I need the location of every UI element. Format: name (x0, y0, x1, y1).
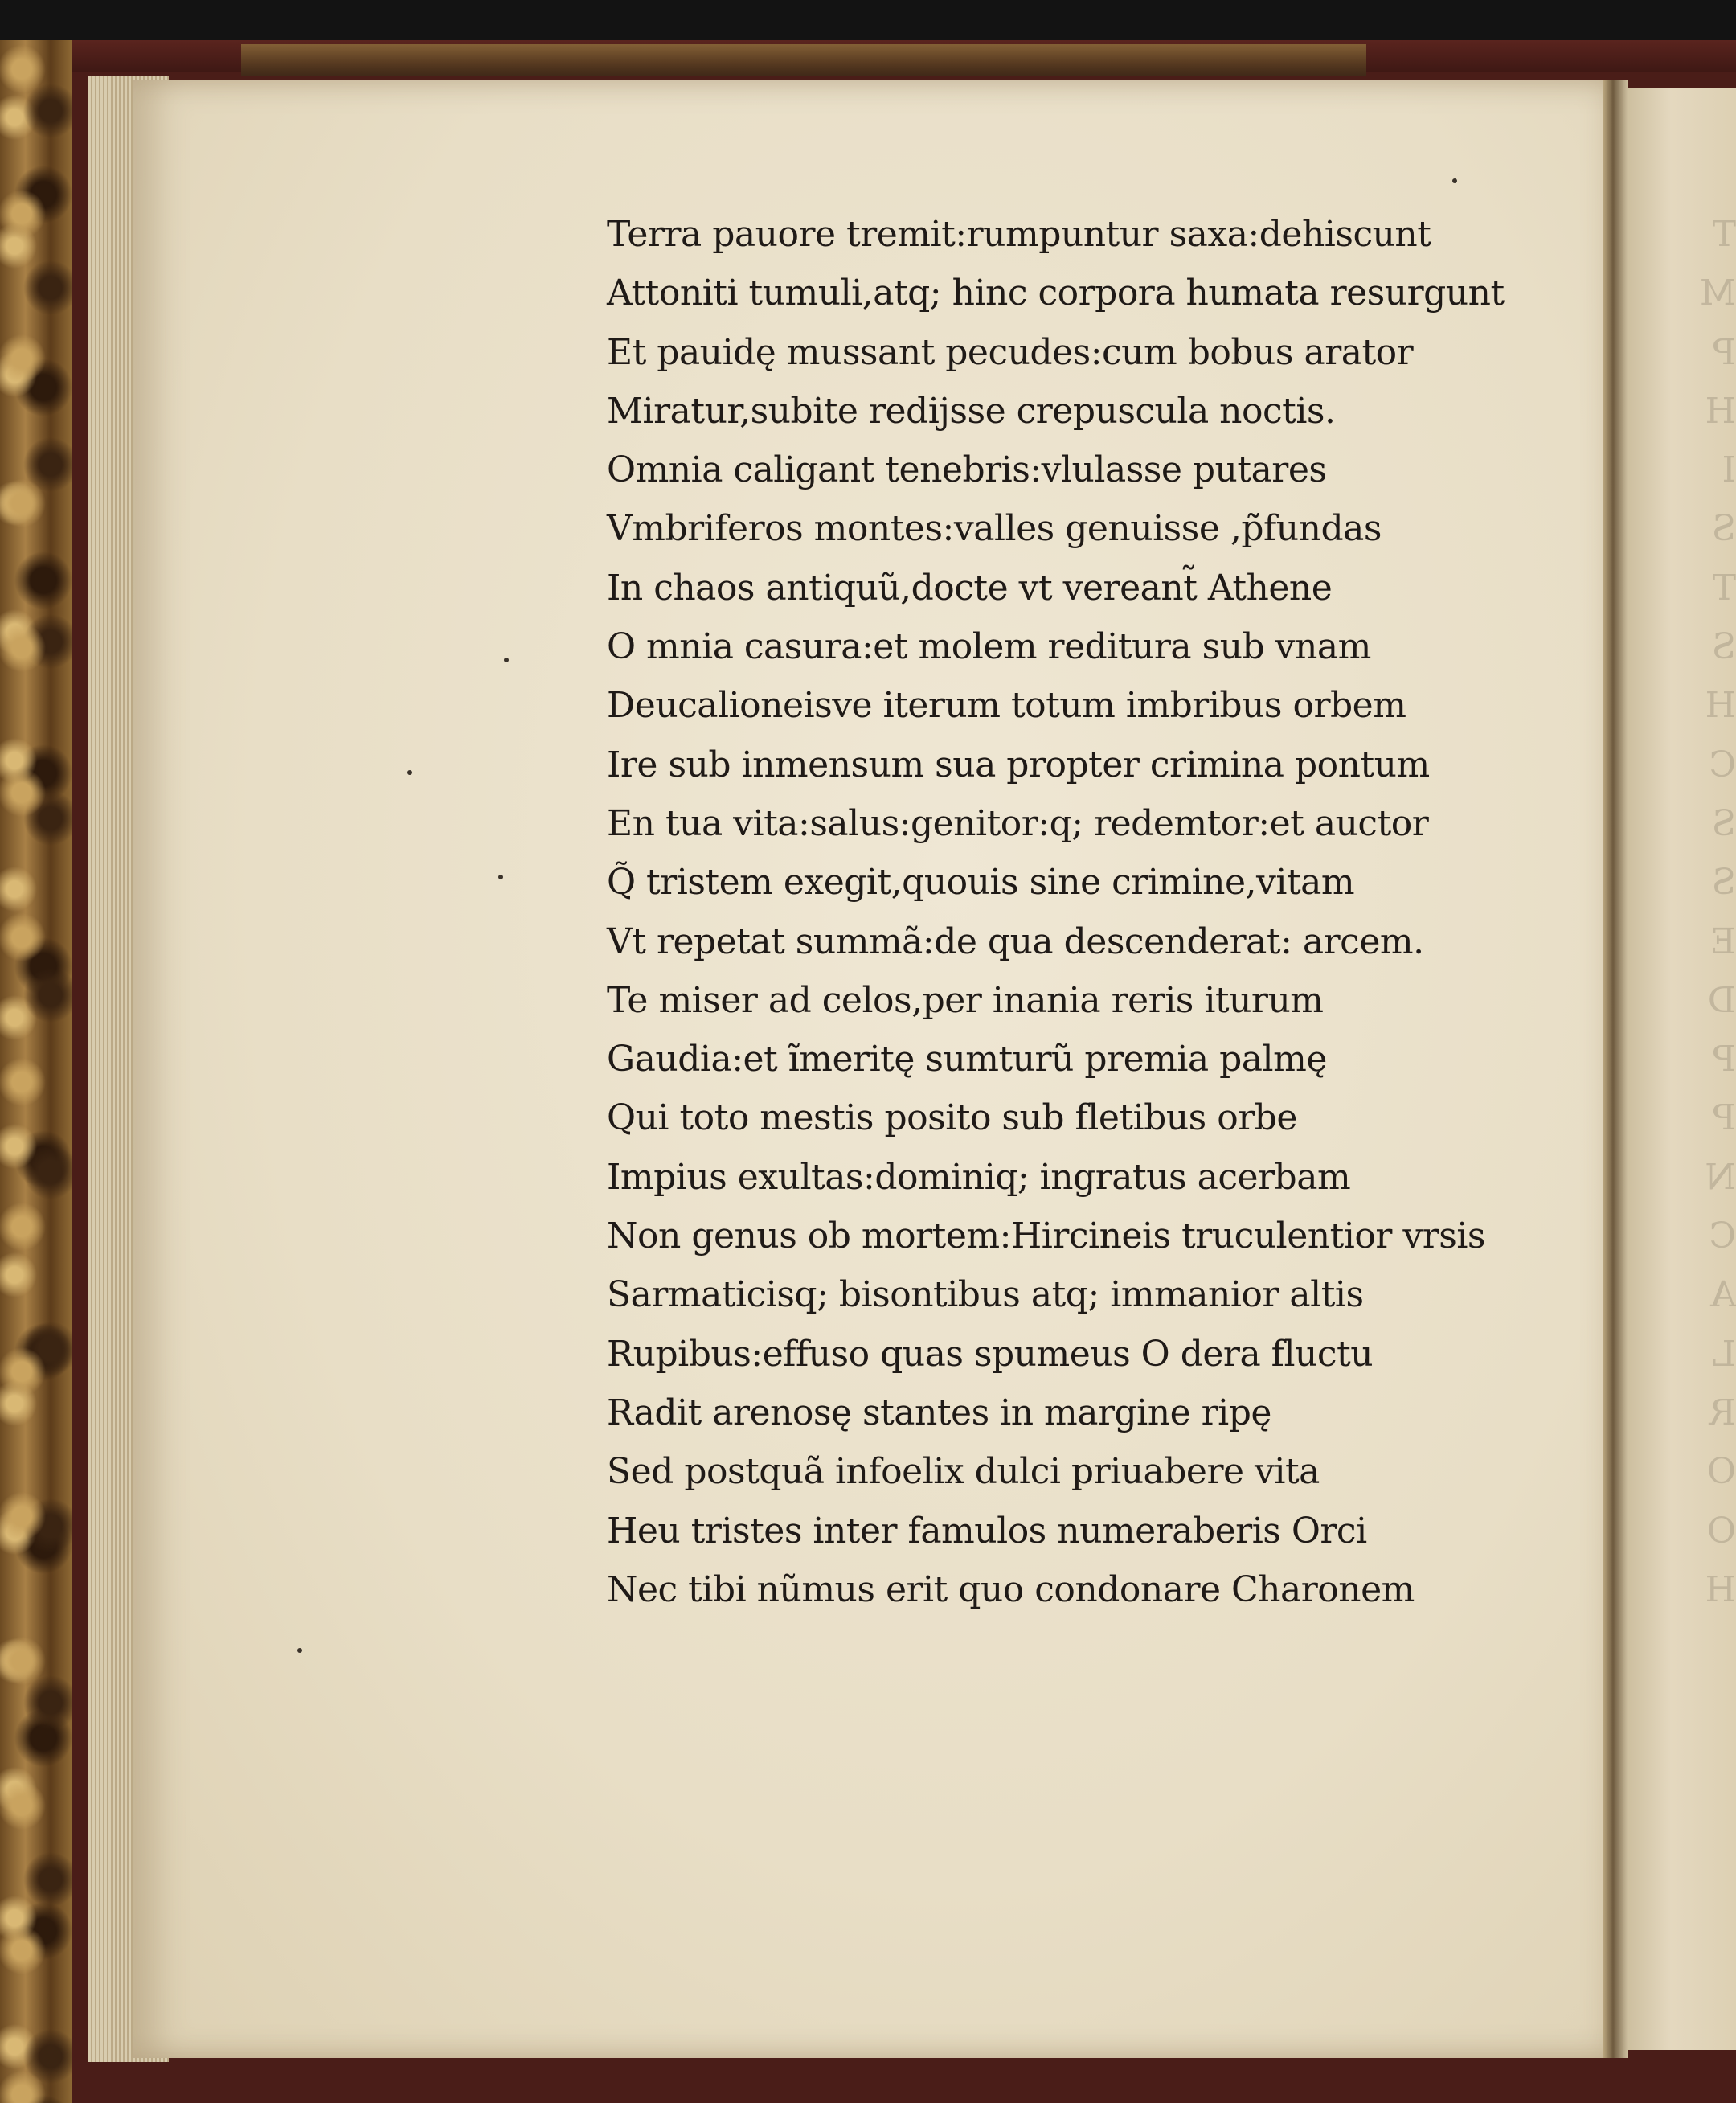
verse-line: Sed postquã infoelix dulci priuabere vita (607, 1451, 1320, 1493)
ink-speck (504, 658, 509, 662)
verse-line: Impius exultas:dominiq; ingratus acerbam (607, 1156, 1351, 1198)
ink-speck (407, 770, 412, 775)
verse-line: Miratur,subite redijsse crepuscula noctis. (607, 390, 1336, 432)
verse-line: Vt repetat summã:de qua descenderat: arcem. (607, 920, 1424, 962)
verse-line: Sarmaticisq; bisontibus atq; immanior altis (607, 1274, 1364, 1316)
verse-line: Vmbriferos montes:valles genuisse ,p̃fundas (607, 508, 1382, 550)
verse-line: Nec tibi nũmus erit quo condonare Charonem (607, 1568, 1415, 1610)
show-through-text: T M P H I S T S H C S S E D P P N C A L R O O H (1699, 214, 1736, 1610)
verse-line: Gaudia:et ĩmeritę sumturũ premia palmę (607, 1039, 1327, 1080)
verse-line: Deucalioneisve iterum totum imbribus orbem (607, 685, 1406, 727)
verse-line: Heu tristes inter famulos numeraberis Orci (607, 1510, 1367, 1552)
verse-line: In chaos antiquũ,docte vt vereant̃ Athene (607, 567, 1333, 609)
verse-line: Qui toto mestis posito sub fletibus orbe (607, 1097, 1297, 1139)
verse-line: Ire sub inmensum sua propter crimina pontum (607, 744, 1430, 785)
verse-line: En tua vita:salus:genitor:q; redemtor:et auctor (607, 802, 1429, 844)
head-band (241, 44, 1366, 76)
verse-line: Omnia caligant tenebris:vlulasse putares (607, 449, 1327, 491)
verse-text (607, 205, 1505, 1619)
verse-line: Terra pauore tremit:rumpuntur saxa:dehiscunt (607, 214, 1431, 255)
ink-speck (1452, 178, 1457, 183)
ink-speck (297, 1648, 302, 1653)
ink-speck (498, 875, 503, 879)
verse-line: Q̃ tristem exegit,quouis sine crimine,vitam (607, 862, 1355, 904)
verse-line: Rupibus:effuso quas spumeus O dera fluctu (607, 1333, 1374, 1375)
verse-line: Et pauidę mussant pecudes:cum bobus arator (607, 331, 1414, 373)
marbled-endpaper (0, 40, 72, 2103)
verse-line: Non genus ob mortem:Hircineis truculentior vrsis (607, 1215, 1485, 1257)
verse-line: Te miser ad celos,per inania reris iturum (607, 979, 1324, 1021)
verse-line: Radit arenosę stantes in margine ripę (607, 1392, 1271, 1433)
verse-line: Attoniti tumuli,atq; hinc corpora humata resurgunt (607, 273, 1505, 314)
verse-line: O mnia casura:et molem reditura sub vnam (607, 626, 1371, 668)
